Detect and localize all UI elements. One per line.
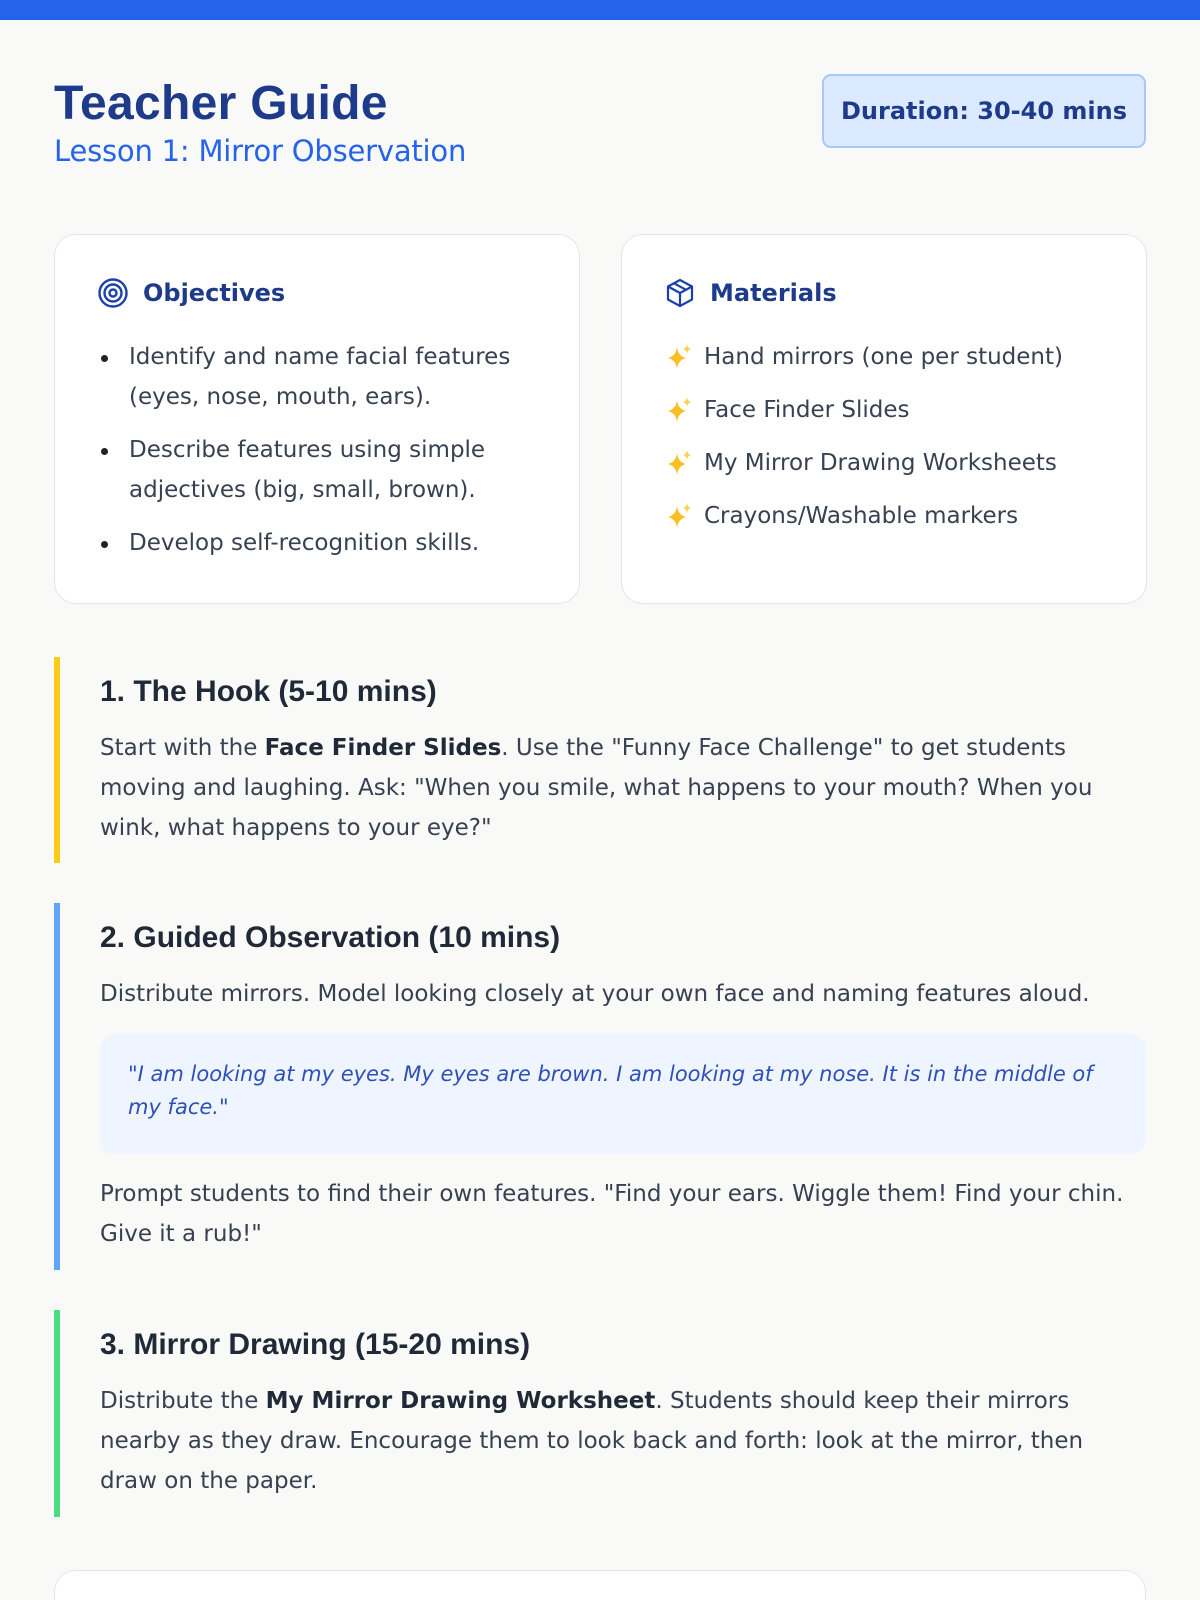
sparkles-icon (664, 342, 694, 372)
materials-list (664, 337, 1124, 549)
section-mirror-drawing (54, 1310, 1146, 1517)
page-header (54, 76, 1146, 186)
section-guided-observation (54, 903, 1146, 1270)
section-text: Prompt students to find their own features. "Find your ears. Wiggle them! Find your chin. Give it a rub!" (100, 1181, 1124, 1247)
sparkles-icon (664, 448, 694, 478)
objectives-title: Objectives (143, 279, 286, 307)
objectives-card (54, 234, 580, 604)
section-accent-bar (54, 903, 60, 1270)
objectives-header (97, 277, 285, 309)
next-card (54, 1570, 1146, 1600)
section-title: 3. Mirror Drawing (15-20 mins) (100, 1328, 531, 1361)
duration-badge: Duration: 30-40 mins (822, 74, 1146, 148)
page-title: Teacher Guide (54, 77, 388, 130)
material-label: Face Finder Slides (704, 397, 910, 423)
materials-card (621, 234, 1147, 604)
list-item (664, 496, 1124, 536)
section-text: Distribute the My Mirror Drawing Worksheet. Students should keep their mirrors nearby as they draw. Encourage them to look back and forth: look at the mirror, then draw on the paper. (100, 1388, 1084, 1494)
section-title: 2. Guided Observation (10 mins) (100, 921, 561, 954)
materials-header (664, 277, 837, 309)
target-icon (97, 277, 129, 309)
section-text: Distribute mirrors. Model looking closely at your own face and naming features aloud. (100, 981, 1090, 1007)
list-item: Identify and name facial features (eyes, nose, mouth, ears). (97, 337, 537, 417)
list-item (664, 390, 1124, 430)
material-label: My Mirror Drawing Worksheets (704, 450, 1057, 476)
list-item (664, 443, 1124, 483)
box-icon (664, 277, 696, 309)
materials-title: Materials (710, 279, 837, 307)
sparkles-icon (664, 395, 694, 425)
material-label: Crayons/Washable markers (704, 503, 1019, 529)
section-accent-bar (54, 1310, 60, 1517)
material-label: Hand mirrors (one per student) (704, 344, 1063, 370)
objectives-list (97, 337, 537, 576)
section-hook (54, 657, 1146, 863)
list-item (664, 337, 1124, 377)
section-accent-bar (54, 657, 60, 863)
lesson-subtitle: Lesson 1: Mirror Observation (54, 134, 467, 168)
list-item: Describe features using simple adjectives (big, small, brown). (97, 430, 537, 510)
section-title: 1. The Hook (5-10 mins) (100, 675, 437, 708)
section-text: Start with the Face Finder Slides. Use the "Funny Face Challenge" to get students moving and laughing. Ask: "When you smile, what happens to your mouth? When you wink, what happens to your eye?" (100, 735, 1093, 841)
top-accent-bar (0, 0, 1200, 20)
model-script-quote: "I am looking at my eyes. My eyes are brown. I am looking at my nose. It is in the middle of my face." (100, 1034, 1146, 1154)
sparkles-icon (664, 501, 694, 531)
list-item: Develop self-recognition skills. (97, 523, 537, 563)
